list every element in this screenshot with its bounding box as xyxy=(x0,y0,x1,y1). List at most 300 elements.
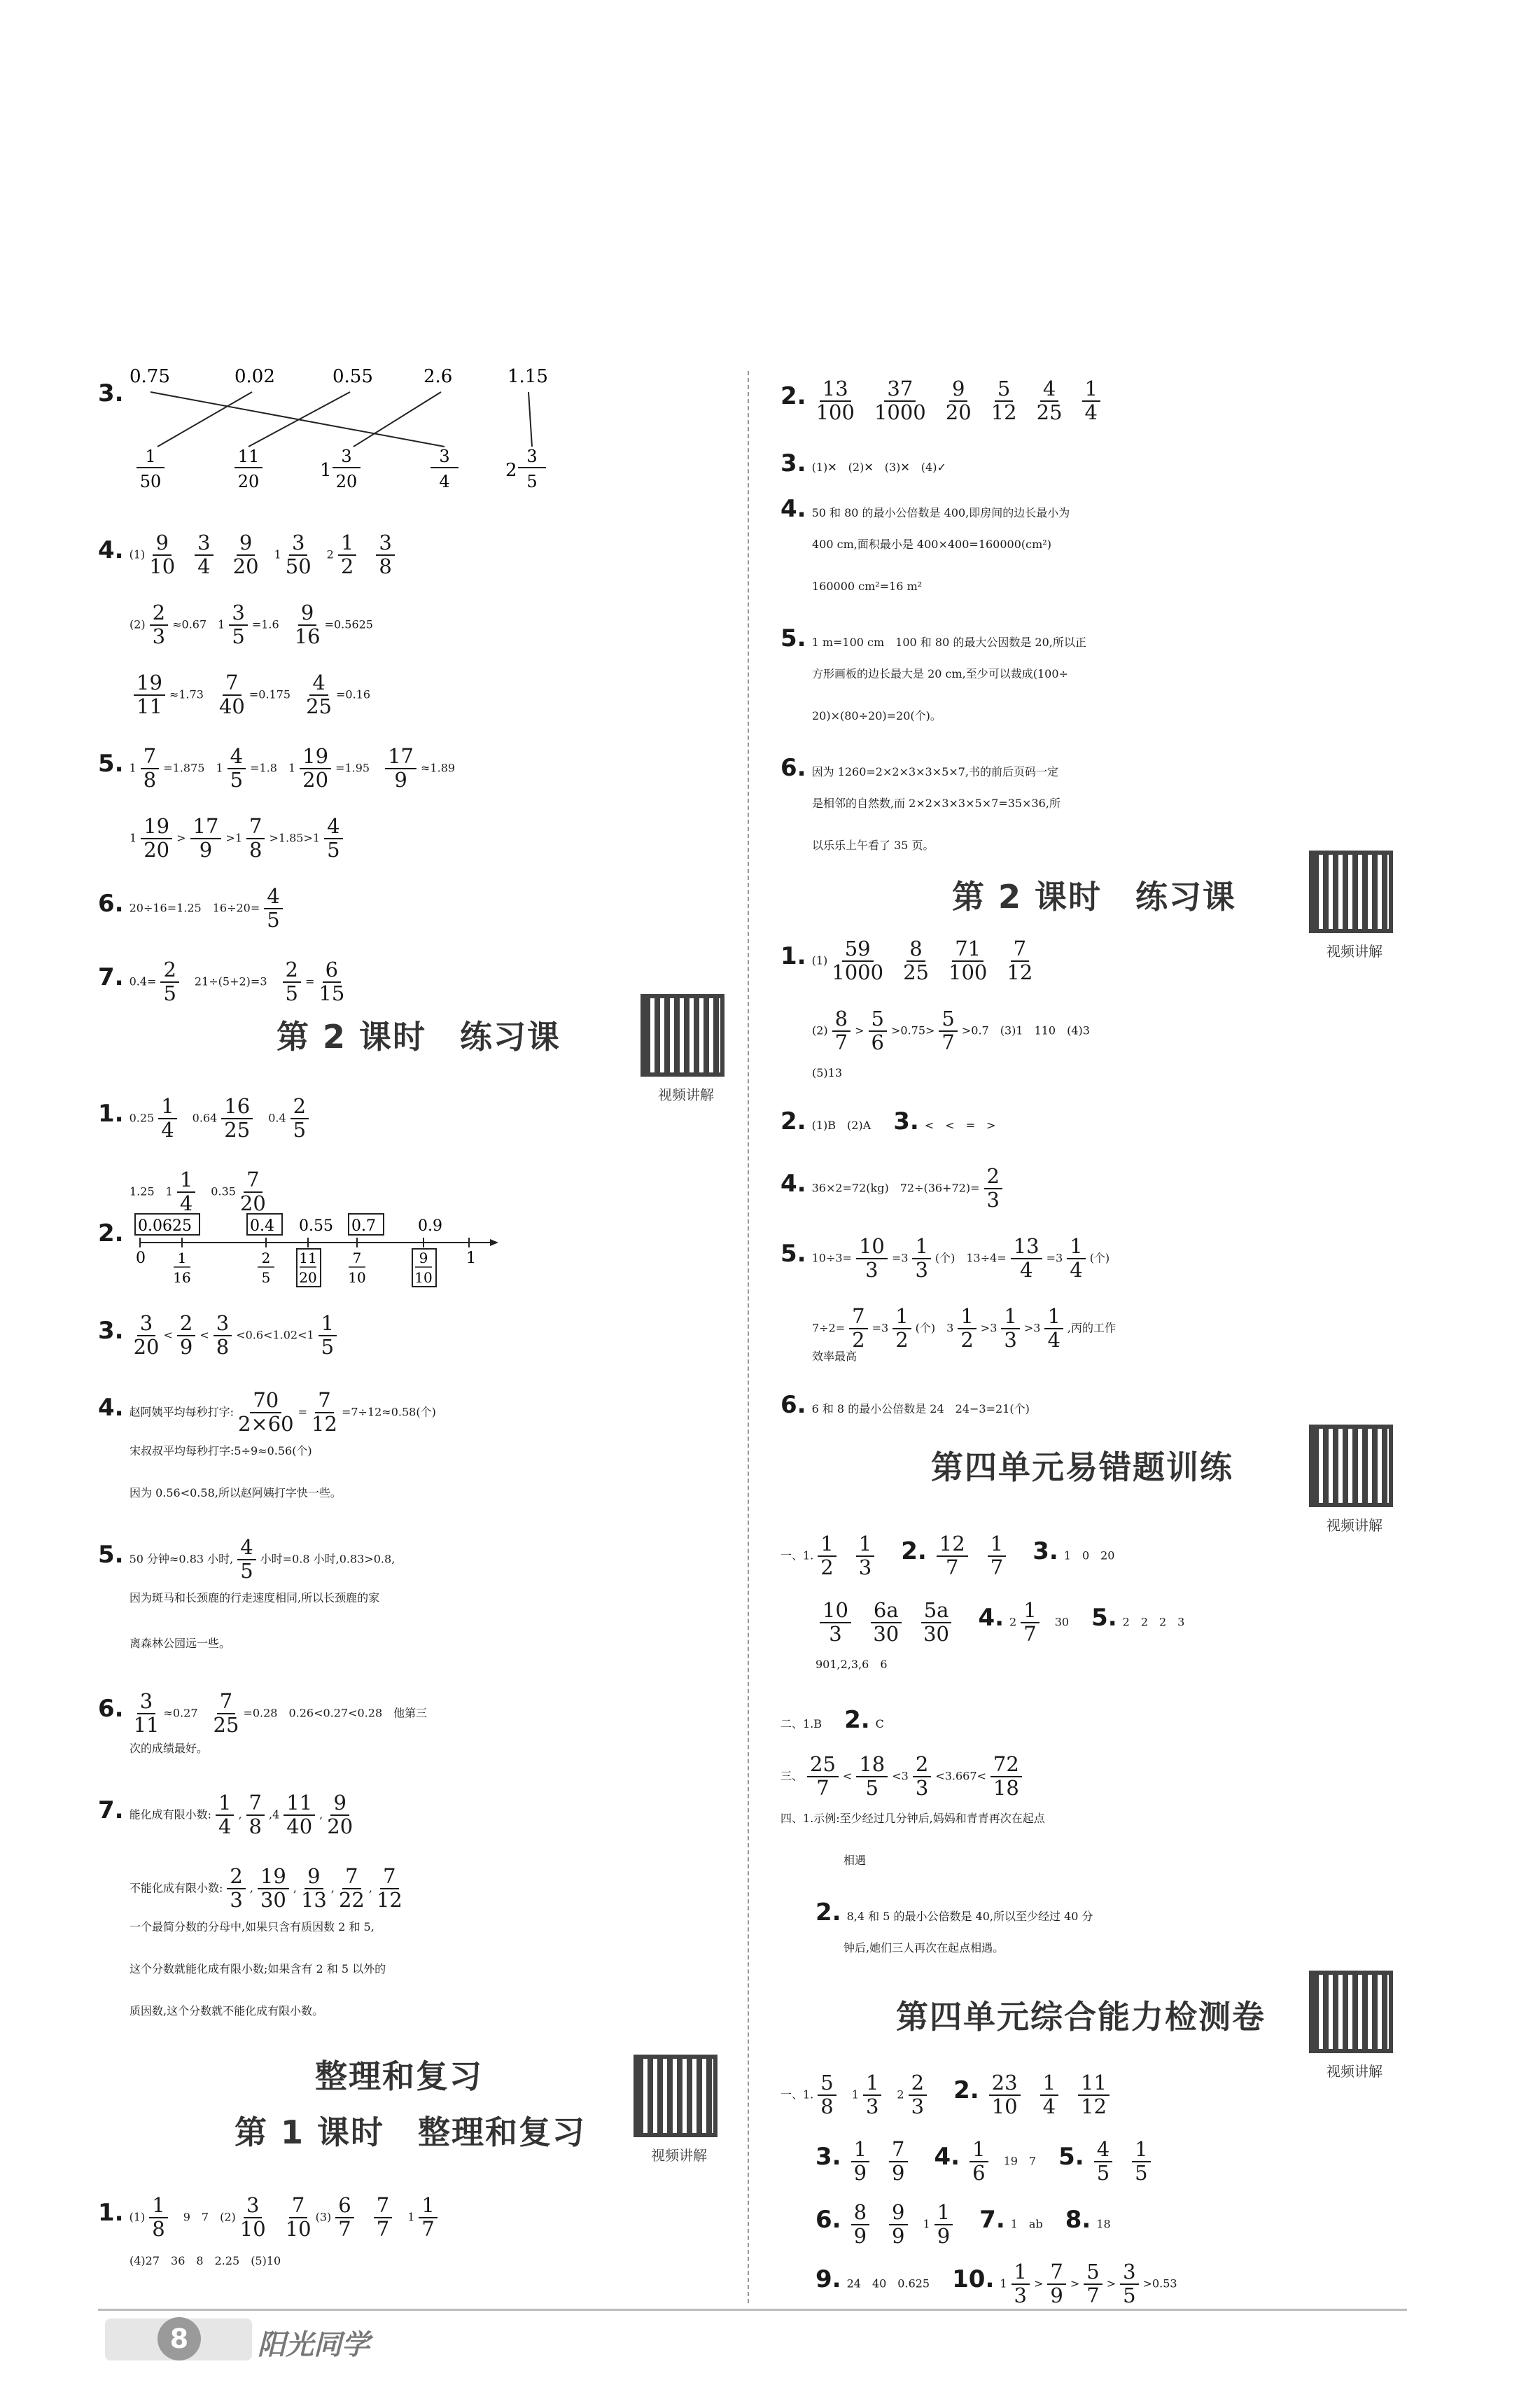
text: 0.25 xyxy=(129,1111,155,1125)
bottom-den: 4 xyxy=(439,472,450,491)
text: =7÷12≈0.58(个) xyxy=(341,1405,436,1419)
answer-line xyxy=(816,1898,1093,1926)
bottom-den: 20 xyxy=(335,472,358,491)
question-number: 4. xyxy=(98,1394,124,1422)
answer-line xyxy=(780,756,1058,780)
answer-line xyxy=(812,798,1060,809)
question-number: 1. xyxy=(98,1100,124,1128)
text: 宋叔叔平均每秒打字:5÷9≈0.56(个) xyxy=(130,1444,312,1457)
text: < xyxy=(842,1769,853,1783)
text: ≈1.73 xyxy=(169,687,204,701)
tick-top-label: 0.4 xyxy=(250,1217,274,1235)
answer-line xyxy=(98,886,287,932)
text: C xyxy=(875,1717,884,1730)
answer-line xyxy=(780,1166,1007,1212)
fraction: $\frac{7}{12}$ xyxy=(312,1388,337,1436)
answer-line xyxy=(780,497,1070,521)
question-number: 5. xyxy=(98,750,124,778)
question-number: 2. xyxy=(780,1107,806,1135)
qr-code-icon xyxy=(1309,1425,1393,1507)
text: = xyxy=(298,1405,308,1419)
text: 50 分钟≈0.83 小时, xyxy=(129,1552,234,1566)
fraction: $\frac{17}{9}$ xyxy=(190,816,222,862)
fraction: $\frac{11}{12}$ xyxy=(1078,2072,1110,2118)
fraction: $\frac{13}{100}$ xyxy=(816,377,855,424)
text: 次的成绩最好。 xyxy=(130,1742,209,1755)
fraction: $\frac{25}{7}$ xyxy=(807,1754,839,1800)
answer-line xyxy=(812,840,934,851)
question-number: 6. xyxy=(780,1391,806,1419)
mixed-whole: 1 xyxy=(923,2217,930,2231)
question-number: 3. xyxy=(816,2143,841,2171)
fraction: $\frac{1}{6}$ xyxy=(969,2139,988,2185)
text: <0.6<1.02<1 xyxy=(236,1328,314,1342)
fraction: $\frac{7}{7}$ xyxy=(374,2195,392,2241)
text: 这个分数就能化成有限小数;如果含有 2 和 5 以外的 xyxy=(130,1962,386,1975)
answer-line xyxy=(780,378,1105,424)
answer-line xyxy=(98,1537,395,1583)
qr-caption: 视频讲解 xyxy=(651,2147,707,2164)
text: 一个最简分数的分母中,如果只含有质因数 2 和 5, xyxy=(130,1920,374,1933)
bottom-num: 1 xyxy=(145,447,156,466)
text: 一、1. xyxy=(780,2087,814,2101)
question-number: 4. xyxy=(978,1604,1004,1632)
question-number: 6. xyxy=(98,890,124,918)
fraction: $\frac{1}{3}$ xyxy=(912,1236,930,1282)
bottom-den: 50 xyxy=(139,472,162,491)
fraction: $\frac{12}{7}$ xyxy=(937,1533,968,1579)
fraction: $\frac{7}{8}$ xyxy=(141,746,159,792)
fraction: $\frac{7}{2}$ xyxy=(849,1306,867,1352)
answer-line xyxy=(816,1600,1184,1646)
text: 离森林公园远一些。 xyxy=(130,1637,231,1650)
text: >0.53 xyxy=(1142,2276,1177,2290)
fraction: $\frac{3}{5}$ xyxy=(229,602,247,648)
question-number: 10. xyxy=(952,2265,995,2294)
text: 小时=0.8 小时,0.83>0.8, xyxy=(260,1552,396,1566)
text: 20)×(80÷20)=20(个)。 xyxy=(812,709,941,722)
question-number: 5. xyxy=(1058,2143,1084,2171)
text: >0.75> xyxy=(890,1023,935,1037)
question-number: 8. xyxy=(1065,2206,1091,2234)
fraction: $\frac{3}{5}$ xyxy=(1120,2261,1138,2307)
answer-line xyxy=(780,2072,1114,2118)
fraction: $\frac{3}{4}$ xyxy=(195,532,213,578)
fraction: $\frac{1}{8}$ xyxy=(149,2195,167,2241)
answer-line xyxy=(812,711,941,722)
fraction: $\frac{3}{10}$ xyxy=(239,2193,266,2241)
text: 以乐乐上午看了 35 页。 xyxy=(812,839,934,852)
text: (1) xyxy=(129,547,146,561)
bottom-num: 3 xyxy=(341,447,352,466)
question-number: 4. xyxy=(780,495,806,523)
text: <3 xyxy=(892,1769,909,1783)
fraction: $\frac{18}{5}$ xyxy=(856,1754,888,1800)
fraction: $\frac{7}{9}$ xyxy=(889,2139,907,2185)
text: 1 ab xyxy=(1010,2217,1043,2231)
mixed-whole: 1 xyxy=(129,761,136,775)
text: 示例:至少经过几分钟后,妈妈和青青再次在起点 xyxy=(813,1812,1045,1825)
question-number: 5. xyxy=(780,1240,806,1268)
text: (3) xyxy=(315,2210,332,2224)
question-number: 7. xyxy=(98,1796,124,1825)
fraction: $\frac{2}{3}$ xyxy=(984,1166,1002,1212)
footer-rule xyxy=(98,2309,1407,2311)
answer-line xyxy=(130,1922,374,1933)
text: 0.64 xyxy=(192,1111,218,1125)
answer-line xyxy=(780,1107,996,1135)
question-number: 9. xyxy=(816,2265,841,2294)
text: (2) xyxy=(220,2210,236,2224)
fraction: $\frac{4}{25}$ xyxy=(1036,377,1063,424)
fraction: $\frac{5}{12}$ xyxy=(990,377,1017,424)
text: (2) xyxy=(130,617,146,631)
fraction: $\frac{1}{4}$ xyxy=(177,1169,195,1215)
question-number: 3. xyxy=(780,449,806,477)
answer-line xyxy=(130,672,370,718)
text: 效率最高 xyxy=(812,1350,858,1363)
text: (2) xyxy=(812,1023,828,1037)
question-number: 3. xyxy=(893,1107,919,1135)
matching-diagram xyxy=(130,364,704,504)
fraction: $\frac{2}{5}$ xyxy=(283,959,301,1005)
fraction: $\frac{70}{2\times 60}$ xyxy=(237,1388,294,1436)
fraction: $\frac{4}{5}$ xyxy=(264,886,282,932)
fraction: $\frac{2}{9}$ xyxy=(177,1313,195,1359)
text: 2 xyxy=(1009,1615,1017,1629)
text: 7÷2= xyxy=(812,1321,846,1335)
text: B xyxy=(813,1717,822,1730)
question-number: 2. xyxy=(816,1898,841,1926)
answer-line xyxy=(130,1488,342,1499)
fraction: $\frac{2}{3}$ xyxy=(227,1866,245,1912)
fraction: $\frac{7}{9}$ xyxy=(1047,2261,1065,2307)
text: 400 cm,面积最小是 400×400=160000(cm²) xyxy=(812,538,1051,551)
fraction: $\frac{4}{5}$ xyxy=(324,816,342,862)
text: 1 xyxy=(1000,2276,1007,2290)
tick-top-label: 0.55 xyxy=(299,1217,333,1235)
answer-line xyxy=(130,816,347,862)
fraction: $\frac{2}{3}$ xyxy=(150,602,168,648)
text: =1.875 xyxy=(163,761,205,775)
top-value: 0.75 xyxy=(130,366,170,387)
mixed-whole: 1 xyxy=(407,2210,415,2224)
question-number: 2. xyxy=(844,1706,870,1734)
fraction: $\frac{1}{4}$ xyxy=(1040,2072,1058,2118)
fraction: $\frac{7}{12}$ xyxy=(376,1864,402,1912)
question-number: 4. xyxy=(98,536,124,565)
text: (1) xyxy=(129,2210,146,2224)
question-number: 4. xyxy=(780,1170,806,1198)
text: 19 7 xyxy=(1003,2154,1037,2168)
text: 不能化成有限小数: xyxy=(130,1881,223,1895)
text: =3 xyxy=(891,1251,909,1265)
answer-line xyxy=(130,1446,312,1457)
tick-top-label: 0.9 xyxy=(418,1217,442,1235)
fraction: $\frac{8}{25}$ xyxy=(903,937,929,984)
question-number: 3. xyxy=(98,379,124,407)
fraction: $\frac{71}{100}$ xyxy=(948,937,988,984)
fraction: $\frac{1}{5}$ xyxy=(1132,2139,1150,2185)
fraction: $\frac{8}{7}$ xyxy=(832,1008,850,1054)
question-number: 5. xyxy=(98,1541,124,1569)
text: ≈1.89 xyxy=(421,761,456,775)
answer-line xyxy=(780,1533,1115,1579)
fraction: $\frac{1}{4}$ xyxy=(1067,1236,1085,1282)
fraction: $\frac{72}{18}$ xyxy=(990,1754,1022,1800)
fraction: $\frac{5}{8}$ xyxy=(818,2072,836,2118)
answer-line xyxy=(98,1390,436,1436)
text: 50 和 80 的最小公倍数是 400,即房间的边长最小为 xyxy=(811,506,1070,519)
fraction: $\frac{9}{16}$ xyxy=(294,601,321,648)
text: > xyxy=(1106,2276,1116,2290)
section-title-practice-right: 第 2 课时 练习课 xyxy=(952,878,1237,916)
fraction: $\frac{7}{40}$ xyxy=(218,671,245,718)
question-number: 7. xyxy=(979,2206,1005,2234)
question-number: 3. xyxy=(1032,1537,1058,1566)
fraction: $\frac{6a}{30}$ xyxy=(871,1600,902,1646)
fraction: $\frac{19}{30}$ xyxy=(258,1866,289,1912)
text: 是相邻的自然数,而 2×2×3×3×5×7=35×36,所 xyxy=(812,797,1060,810)
text: >3 xyxy=(980,1321,997,1335)
tick-label: 0 xyxy=(136,1250,146,1267)
answer-line: 7. 能化成有限小数: $\frac{1}{4}$ , $\frac{7}{8}$ ,4 $\frac{11}{40}$ , $\frac{9}{20}$ xyxy=(98,1791,354,1838)
answer-line xyxy=(130,1743,208,1754)
tick-den: 5 xyxy=(261,1269,271,1286)
tick-num: 9 xyxy=(419,1250,428,1266)
mixed-whole: 1 xyxy=(288,761,296,775)
text: >1.85>1 xyxy=(269,831,321,845)
answer-line xyxy=(98,2195,442,2241)
text: 钟后,她们三人再次在起点相遇。 xyxy=(844,1941,1004,1954)
text: =1.8 xyxy=(250,761,277,775)
fraction: $\frac{13}{4}$ xyxy=(1011,1236,1042,1282)
qr-caption: 视频讲解 xyxy=(658,1086,714,1103)
text: >0.7 (3)1 110 (4)3 xyxy=(961,1023,1090,1037)
fraction: $\frac{4}{5}$ xyxy=(1094,2139,1112,2185)
text: 160000 cm²=16 m² xyxy=(812,580,923,593)
top-value: 0.02 xyxy=(234,366,275,387)
fraction: $\frac{1}{2}$ xyxy=(818,1533,836,1579)
text: 1 0 20 xyxy=(1063,1548,1115,1562)
text: (1) xyxy=(811,953,828,967)
tick-den: 10 xyxy=(348,1269,366,1286)
fraction: $\frac{19}{11}$ xyxy=(134,672,165,718)
answer-line xyxy=(98,1096,313,1142)
match-line xyxy=(248,392,350,447)
qr-code-icon xyxy=(634,2055,718,2137)
tick-num: 2 xyxy=(261,1250,271,1266)
column-divider xyxy=(748,371,749,2303)
question-number: 2. xyxy=(780,382,806,411)
tick-num: 7 xyxy=(352,1250,362,1266)
fraction: $\frac{4}{5}$ xyxy=(237,1537,255,1583)
answer-line xyxy=(98,959,349,1005)
fraction: $\frac{9}{13}$ xyxy=(300,1864,327,1912)
question-number: 1. xyxy=(780,942,806,971)
text: 1 m=100 cm 100 和 80 的最大公因数是 20,所以正 xyxy=(811,636,1086,649)
question-number: 2. xyxy=(953,2076,979,2105)
answer-line xyxy=(816,2139,1155,2185)
answer-line xyxy=(98,1691,427,1737)
fraction: $\frac{1}{9}$ xyxy=(934,2202,953,2248)
fraction: $\frac{19}{20}$ xyxy=(141,816,172,862)
answer-line xyxy=(812,1351,857,1362)
fraction: $\frac{9}{20}$ xyxy=(945,377,972,424)
text: 21÷(5+2)=3 xyxy=(194,974,267,988)
text: (个) 13÷4= xyxy=(934,1251,1007,1265)
question-number: 2. xyxy=(901,1537,927,1566)
text: 6 和 8 的最小公倍数是 24 24−3=21(个) xyxy=(811,1402,1030,1415)
fraction: $\frac{9}{20}$ xyxy=(327,1791,354,1838)
answer-line xyxy=(780,1236,1110,1282)
section-title-review-lesson: 第 1 课时 整理和复习 xyxy=(234,2113,587,2151)
text: (个) xyxy=(1089,1251,1110,1265)
text: =3 xyxy=(872,1321,889,1335)
answer-line xyxy=(812,539,1051,550)
bottom-whole: 1 xyxy=(320,460,332,481)
section-title-review: 整理和复习 xyxy=(315,2057,483,2095)
text: 因为 1260=2×2×3×3×5×7,书的前后页码一定 xyxy=(811,765,1058,778)
top-value: 1.15 xyxy=(507,366,548,387)
text: 901,2,3,6 6 xyxy=(816,1658,888,1671)
section-title-practice: 第 2 课时 练习课 xyxy=(276,1018,561,1056)
text: (5)13 xyxy=(812,1066,843,1079)
answer-line xyxy=(812,669,1068,680)
tick-num: 11 xyxy=(299,1250,317,1266)
question-number: 4. xyxy=(934,2143,960,2171)
fraction: $\frac{10}{3}$ xyxy=(856,1236,888,1282)
fraction: $\frac{7}{12}$ xyxy=(1007,937,1033,984)
text: 20÷16=1.25 16÷20= xyxy=(129,901,260,915)
fraction: $\frac{6}{7}$ xyxy=(335,2195,354,2241)
fraction: $\frac{2}{5}$ xyxy=(160,959,178,1005)
fraction: $\frac{4}{25}$ xyxy=(306,671,332,718)
fraction: $\frac{5}{7}$ xyxy=(939,1008,957,1054)
text: 一、1. xyxy=(780,1548,814,1562)
answer-line xyxy=(844,1943,1004,1954)
answer-line xyxy=(780,938,1037,984)
fraction: $\frac{9}{20}$ xyxy=(232,531,259,578)
mixed-whole: 2 xyxy=(897,2087,904,2101)
text: 方形画板的边长最大是 20 cm,至少可以裁成(100÷ xyxy=(812,667,1068,680)
fraction: $\frac{2}{3}$ xyxy=(913,1754,931,1800)
fraction: $\frac{1}{7}$ xyxy=(988,1533,1006,1579)
text: 0.4= xyxy=(129,974,157,988)
fraction: $\frac{7}{8}$ xyxy=(246,1792,265,1838)
tick-top-label: 0.7 xyxy=(351,1217,376,1235)
text: (1)✕ (2)✕ (3)✕ (4)✓ xyxy=(811,461,946,474)
text: =0.5625 xyxy=(324,617,373,631)
text: (个) 3 xyxy=(915,1321,954,1335)
text: > xyxy=(855,1023,864,1037)
text: 0.4 xyxy=(268,1111,286,1125)
fraction: $\frac{3}{11}$ xyxy=(133,1689,160,1737)
fraction: $\frac{3}{8}$ xyxy=(376,532,394,578)
fraction: $\frac{5}{7}$ xyxy=(1084,2261,1102,2307)
fraction: $\frac{1}{2}$ xyxy=(958,1306,976,1352)
mixed-whole: 1 xyxy=(216,761,223,775)
fraction: $\frac{1}{3}$ xyxy=(1011,2261,1030,2307)
text: ,丙的工作 xyxy=(1067,1321,1116,1335)
fraction: $\frac{1}{4}$ xyxy=(1044,1306,1063,1352)
text: 二、1. xyxy=(780,1717,814,1730)
fraction: $\frac{9}{10}$ xyxy=(149,531,176,578)
fraction: $\frac{1}{3}$ xyxy=(863,2072,881,2118)
p2-number xyxy=(98,1219,130,1247)
fraction: $\frac{1}{4}$ xyxy=(216,1792,234,1838)
answer-line xyxy=(844,1855,866,1866)
answer-line: 不能化成有限小数: $\frac{2}{3}$ , $\frac{19}{30}$ , $\frac{9}{13}$ , $\frac{7}{22}$ , $\frac{7}{12}$ xyxy=(130,1864,402,1912)
top-value: 2.6 xyxy=(424,366,453,387)
qr-caption: 视频讲解 xyxy=(1326,943,1382,960)
text: =1.6 xyxy=(251,617,279,631)
text: =0.175 xyxy=(248,687,291,701)
answer-line xyxy=(130,602,373,648)
text: >3 xyxy=(1023,1321,1041,1335)
mixed-whole: 1 xyxy=(218,617,225,631)
fraction: $\frac{7}{8}$ xyxy=(246,816,265,862)
fraction: $\frac{1}{9}$ xyxy=(851,2139,869,2185)
tick-den: 16 xyxy=(173,1269,191,1286)
text: 18 xyxy=(1096,2217,1111,2231)
fraction: $\frac{5a}{30}$ xyxy=(921,1600,952,1646)
question-number: 6. xyxy=(98,1695,124,1723)
brand-logo: 阳光同学 xyxy=(258,2329,370,2361)
tick-num: 1 xyxy=(177,1250,187,1266)
question-number: 5. xyxy=(780,624,806,652)
text: =0.28 0.26<0.27<0.28 他第三 xyxy=(243,1706,428,1720)
question-number: 2. xyxy=(98,1219,124,1247)
answer-line xyxy=(780,1754,1026,1800)
answer-line xyxy=(812,581,922,592)
fraction: $\frac{59}{1000}$ xyxy=(832,937,884,984)
answer-line xyxy=(816,2202,1111,2248)
text: 1.25 xyxy=(130,1184,155,1198)
fraction: $\frac{1}{4}$ xyxy=(158,1096,176,1142)
text: (4)27 36 8 2.25 (5)10 xyxy=(130,2254,281,2267)
mixed-whole: 2 xyxy=(326,547,334,561)
answer-line xyxy=(130,1964,386,1975)
qr-caption: 视频讲解 xyxy=(1326,1517,1382,1534)
mixed-whole: 4 xyxy=(272,1807,280,1821)
answer-line xyxy=(130,1638,230,1649)
mixed-whole: 1 xyxy=(851,2087,859,2101)
fraction: $\frac{4}{5}$ xyxy=(227,746,246,792)
match-line xyxy=(528,392,532,447)
fraction: $\frac{7}{22}$ xyxy=(338,1864,365,1912)
qr-code-icon xyxy=(1309,851,1393,933)
answer-line xyxy=(812,1008,1090,1054)
bottom-whole: 2 xyxy=(505,460,517,481)
bottom-num: 3 xyxy=(526,447,538,466)
question-number: 3. xyxy=(98,1317,124,1345)
text: > xyxy=(1034,2276,1044,2290)
question-number: 5. xyxy=(1091,1604,1117,1632)
text: = xyxy=(304,974,315,988)
text: (1)B (2)A xyxy=(811,1119,872,1132)
question-number: 6. xyxy=(780,754,806,782)
text: 2 2 2 3 xyxy=(1122,1615,1185,1629)
text: 9 7 xyxy=(183,2210,209,2224)
text: ≈0.27 xyxy=(163,1706,198,1720)
question-number: 1. xyxy=(98,2199,124,2227)
fraction: $\frac{1}{5}$ xyxy=(318,1313,337,1359)
answer-line xyxy=(816,1659,888,1670)
text: 24 40 0.625 xyxy=(846,2276,930,2290)
top-value: 0.55 xyxy=(332,366,373,387)
text: > xyxy=(1070,2276,1080,2290)
